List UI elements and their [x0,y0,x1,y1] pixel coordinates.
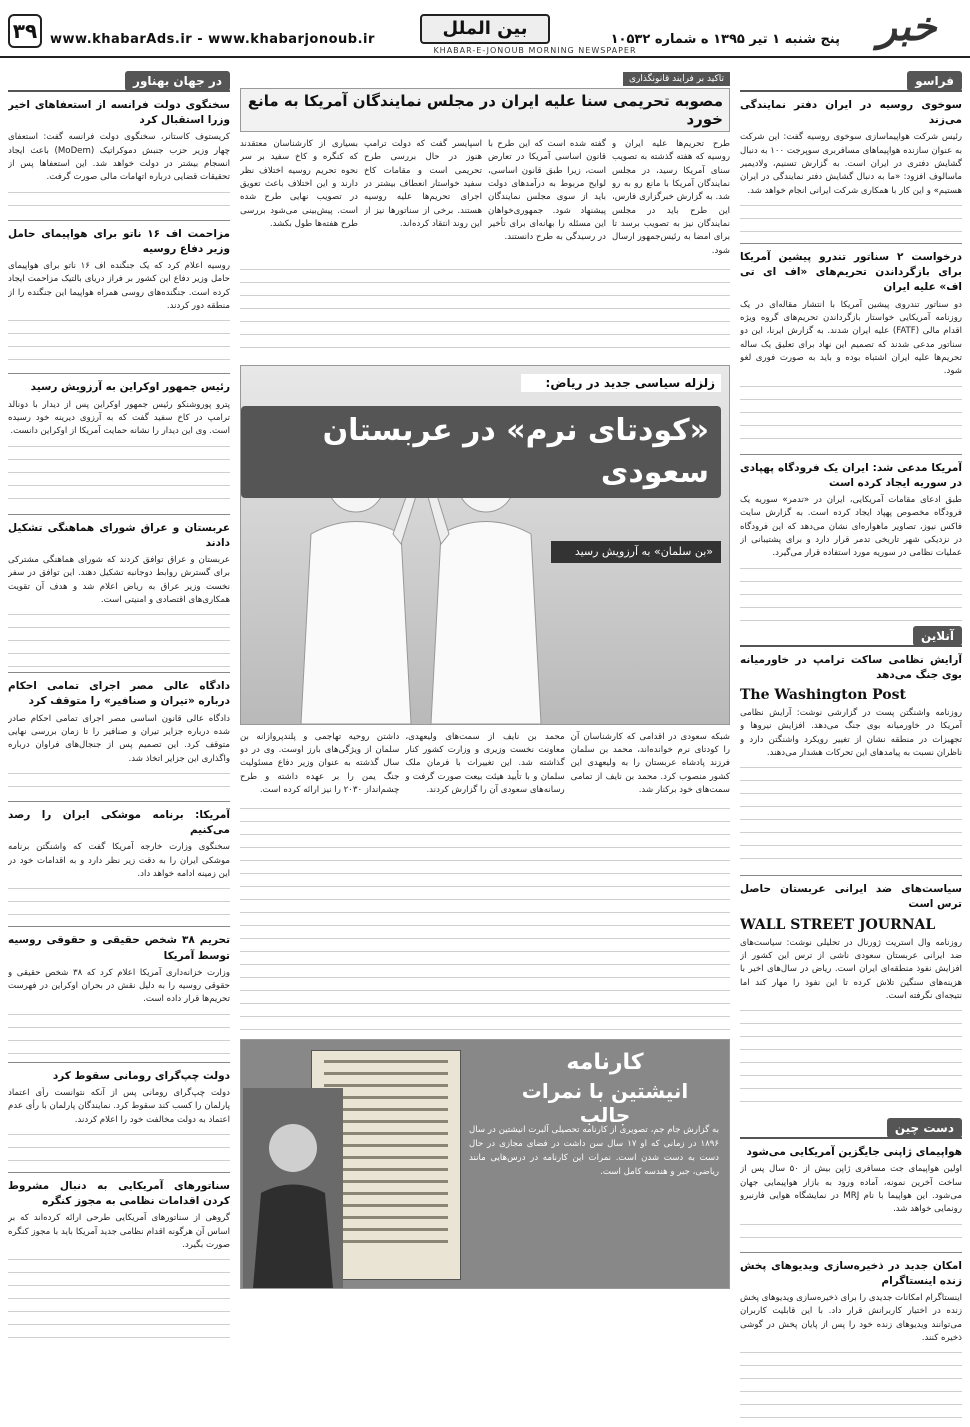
page-number: ۳۹ [8,14,42,48]
article-title: آرایش نظامی ساکت ترامپ در خاورمیانه بوی جنگ می‌دهد [740,653,962,681]
divider [8,220,230,221]
article-text: رئیس شرکت هواپیماسازی سوخوی روسیه گفت: این شرکت به عنوان سازنده هواپیماهای مسافربری سوپرجت ۱۰۰ به دنبال گشایش دفتری در ایران است. به گزارش تسنیم، ولادیمیر ماسالوف افزود: «ما به دنبال گشایش دفتر نمایندگی در ایران هستیم» و این کار با همکاری شرکت ایرانی انجام خواهد شد. [740,132,962,196]
divider [8,514,230,515]
article-text: اولین هواپیمای جت مسافری ژاپن بیش از ۵۰ سال پس از ساخت آخرین نمونه، آماده ورود به بازار هواپیمایی جهان می‌شود. این هواپیما با نام MRJ در نمایشگاه هوایی فارنبرو رونمایی خواهد شد. [740,1164,962,1215]
divider [740,1252,962,1253]
article-title: امکان جدید در ذخیره‌سازی ویدیوهای پخش زنده اینستاگرام [740,1259,962,1287]
photo-caption: «بن سلمان» به آرزویش رسید [551,541,721,564]
article-title: آمریکا: برنامه موشکی ایران را رصد می‌کنیم [8,808,230,837]
text-lines [740,1345,962,1421]
article-text: اینستاگرام امکانات جدیدی را برای ذخیره‌سازی ویدیوهای پخش زنده در اختیار کاربرانش قرار داد. با این قابلیت کاربران می‌توانند ویدیوهای زنده خود را پس از پایان پخش در گوشی ذخیره کنند. [740,1293,962,1344]
right-column [740,66,962,1421]
text-lines [8,1127,230,1167]
article-text: گروهی از سناتورهای آمریکایی طرحی ارائه کرده‌اند که بر اساس آن هرگونه اقدام نظامی جدید آمریکا باید با مجوز کنگره صورت بگیرد. [8,1213,230,1250]
date-line: پنج شنبه ۱ تیر ۱۳۹۵ ه شماره ۱۰۵۳۲ [610,32,840,47]
text-lines [8,766,230,796]
article-text: وزارت خزانه‌داری آمریکا اعلام کرد که ۳۸ شخص حقیقی و حقوقی روسیه را به دلیل نقش در بحران اوکراین در فهرست تحریم‌ها قرار داده است. [8,967,230,1005]
photo-kicker: زلزله سیاسی جدید در ریاض: [521,374,721,392]
article-title: درخواست ۲ سناتور تندرو پیشین آمریکا برای بازگرداندن تحریم‌های «اف ای تی اف» علیه ایران [740,251,962,294]
divider [8,373,230,374]
article-text: روزنامه واشنگتن پست در گزارشی نوشت: آرایش نظامی آمریکا در خاورمیانه بوی جنگ می‌دهد. افزایش نیروها و تجهیزات در منطقه نشان از تغییر رویکرد واشنگتن دارد و ناظران نسبت به پیامدهای این تحرکات هشدار می‌دهند. [740,707,962,758]
newspaper-logo: خبر [877,3,937,50]
article-text: طرح تحریم‌ها علیه ایران و روسیه که هفته گذشته به تصویب سنای آمریکا رسید، در مجلس نمایندگان آمریکا با مانع رو به رو شد. به گزارش خبرگزاری فارس، این طرح باید در مجلس نمایندگان نیز به تصویب برسد تا برای امضا به رئیس‌جمهور ارسال شود. [612,139,730,256]
site-urls[interactable]: www.khabarAds.ir - www.khabarjonoub.ir [50,32,375,47]
text-lines [8,185,230,215]
text-lines [8,313,230,368]
article-title: تحریم ۳۸ شخص حقیقی و حقوقی روسیه توسط آمریکا [8,934,230,962]
left-column [8,66,230,1421]
article-text: محمد بن نایف از سمت‌های ولیعهدی، معاونت نخست وزیری و وزارت کشور کنار گذاشته شد. این تغییرات با فرمان ملک سلمان و با تأیید هیئت بیعت صورت گرفت و رسانه‌های سعودی آن را گزارش کردند. [405,731,565,796]
article-text: شبکه سعودی در اقدامی که کارشناسان آن را کودتای نرم خوانده‌اند، محمد بن سلمان فرزند پادشاه عربستان را به ولیعهدی این کشور منصوب کرد. محمد بن نایف از تمامی سمت‌های خود برکنار شد. [570,731,730,796]
text-lines [740,561,962,621]
text-lines [740,198,962,238]
text-lines [8,1252,230,1342]
divider [740,243,962,244]
article-title: دولت چپ‌گرای رومانی سقوط کرد [52,1069,230,1082]
text-lines [740,1003,962,1113]
article-text: دو سناتور تندروی پیشین آمریکا با انتشار مقاله‌ای در یک روزنامه آمریکایی خواستار بازگرداندن تحریم‌های گروه ویژه اقدام مالی (FATF) علیه ایران شدند. به گزارش ایرنا، این دو سناتور مدعی شدند که تصمیم این نهاد برای تعلیق یک ساله تحریم‌ها علیه ایران اشتباه بوده و باید به صورت فوری لغو شود. [740,299,962,377]
section-band: فراسو [740,70,962,92]
text-lines [740,379,962,449]
article-text: عربستان و عراق توافق کردند که شورای هماهنگی مشترکی برای گسترش روابط دوجانبه تشکیل دهند. این توافق در سفر نخست وزیر عراق به ریاض اعلام شد و هدف آن تقویت همکاری‌های اقتصادی و امنیتی است. [8,554,230,605]
headline-tag: تاکید بر فرایند قانونگذاری [623,72,730,86]
article-text: گفته شده است که این طرح با قانون اساسی آمریکا در تعارض است، زیرا طبق قانون اساسی، لوایح مربوط به درآمدهای دولت باید از سوی مجلس نمایندگان پیشنهاد شود. جمهوری‌خواهان این مسئله را بهانه‌ای برای تأخیر در رسیدگی به طرح دانستند. [488,139,606,243]
text-lines [240,262,730,357]
article-text: سخنگوی وزارت خارجه آمریکا گفت که واشنگتن برنامه موشکی ایران را به دقت زیر نظر دارد و به اقدامات خود در این زمینه ادامه خواهد داد. [8,842,230,879]
washington-post-logo: The Washington Post [740,686,906,703]
article-title: سیاست‌های ضد ایرانی عربستان حاصل ترس است [740,883,962,911]
article-title: دادگاه عالی مصر اجرای تمامی احکام درباره «تیران و صنافیر» را متوقف کرد [8,680,230,708]
main-headline: مصوبه تحریمی سنا علیه ایران در مجلس نمایندگان آمریکا به مانع خورد [240,88,730,132]
section-band: دست چین [740,1117,962,1139]
article-text: پترو پوروشنکو رئیس جمهور اوکراین پس از دیدار با دونالد ترامپ در کاخ سفید گفت که به آرزوی دیرینه خود رسیده است. وی این دیدار را نشانه حمایت آمریکا از اوکراین دانست. [8,399,230,437]
text-lines [8,439,230,509]
article-text: اسپایسر گفت که دولت ترامپ هنوز در حال بررسی طرح تحریمی است و مقامات کاخ سفید خواستار انعطاف بیشتر در اجرای تحریم‌ها علیه روسیه هستند. برخی از سناتورها نیز از این روند انتقاد کرده‌اند. [364,139,482,229]
text-lines [240,801,730,1031]
center-column [240,66,730,1421]
article-title: سوخوی روسیه در ایران دفتر نمایندگی می‌زند [740,99,962,127]
einstein-text: به گزارش جام جم، تصویری از کارنامه تحصیلی آلبرت انیشتین در سال ۱۸۹۶ در زمانی که او ۱۷ سال سن داشت در فضای مجازی در حال دست به دست شدن است. نمرات این کارنامه در درس‌هایی مانند ریاضی، جبر و هندسه کامل است. [469,1125,719,1177]
article-title: عربستان و عراق شورای هماهنگی تشکیل دادند [8,521,230,549]
article-title: آمریکا مدعی شد: ایران یک فرودگاه پهپادی در سوریه ایجاد کرده است [740,461,962,489]
article-columns [240,731,730,798]
divider [8,672,230,673]
text-lines [8,881,230,921]
article-text: دادگاه عالی قانون اساسی مصر اجرای تمامی احکام صادر شده درباره جزایر تیران و صنافیر را تا زمان بررسی نهایی متوقف کرد. این تصمیم پس از جنجال‌های فراوان درباره واگذاری این جزایر اتخاذ شد. [8,713,230,764]
article-text: طبق ادعای مقامات آمریکایی، ایران در «تدمر» سوریه یک فرودگاه مخصوص پهپاد ایجاد کرده است. به گزارش سایت فاکس نیوز، تصاویر ماهواره‌ای نشان می‌دهد که این فرودگاه در نزدیکی شهر تاریخی تدمر قرار دارد و برای پشتیبانی از عملیات نظامی در سوریه مورد استفاده قرار می‌گیرد. [740,494,962,559]
wall-street-journal-logo: WALL STREET JOURNAL [740,916,936,933]
einstein-title-line-2: انیشتین با نمرات جالب [521,1079,689,1128]
text-lines [740,760,962,870]
article-text: بسیاری از کارشناسان معتقدند که کنگره و کاخ سفید بر سر نحوه تحریم روسیه اختلاف نظر دارند و این اختلاف باعث تعویق در تصویب نهایی طرح شده است. پیش‌بینی می‌شود بررسی طرح هفته‌ها طول بکشد. [240,139,358,229]
saudi-photo-feature [240,365,730,725]
einstein-title [495,1050,715,1127]
text-lines [8,607,230,667]
masthead [0,0,970,58]
article-text: روسیه اعلام کرد که یک جنگنده اف ۱۶ ناتو برای هواپیمای حامل وزیر دفاع این کشور بر فراز دریای بالتیک مزاحمت ایجاد کرده است. جنگنده‌های روسی همراه هواپیما این جنگنده را از منطقه دور کردند. [8,261,230,312]
photo-title: «کودتای نرم» در عربستان سعودی [241,406,721,498]
article-title: رئیس جمهور اوکراین به آرزویش رسید [30,381,230,394]
section-band: آنلاین [740,625,962,647]
article-text: کریستوف کاستانر، سخنگوی دولت فرانسه گفت: استعفای چهار وزیر حزب جنبش دموکراتیک (MoDem) باعث ایجاد انسجام بیشتر در دولت خواهد شد. این استعفاها پس از تحقیقات قضایی درباره اتهامات مالی صورت گرفت. [8,132,230,183]
divider [8,1062,230,1063]
section-title: بین الملل [420,14,550,44]
divider [8,801,230,802]
article-title: هواپیمای ژاپنی جایگزین آمریکایی می‌شود [746,1146,962,1159]
article-text: داشتن روحیه تهاجمی و پلندپروازانه بن سلمان از ویژگی‌های بارز اوست. وی در دو سال گذشته به عنوان وزیر دفاع مسئولیت جنگ یمن را بر عهده داشته و طرح چشم‌انداز ۲۰۳۰ را نیز ارائه کرده است. [240,731,400,796]
article-title: مزاحمت اف ۱۶ ناتو برای هواپیمای حامل وزیر دفاع روسیه [8,227,230,255]
section-band: در جهان بهناور [8,70,230,92]
divider [740,454,962,455]
article-title: سناتورهای آمریکایی به دنبال مشروط کردن اقدامات نظامی به مجوز کنگره [8,1179,230,1208]
article-columns [240,138,730,258]
article-text: دولت چپ‌گرای رومانی پس از آنکه نتوانست رأی اعتماد پارلمان را کسب کند سقوط کرد. نمایندگان پارلمان با رأی عدم اعتماد به دولت مخالفت خود را اعلام کردند. [8,1087,230,1125]
article-text: روزنامه وال استریت ژورنال در تحلیلی نوشت: سیاست‌های ضد ایرانی عربستان سعودی ناشی از ترس این کشور از افزایش نفوذ منطقه‌ای ایران است. ریاض در سال‌های اخیر با هزینه‌های سنگین تلاش کرده تا این نفوذ را مهار کند اما نتیجه‌ای نگرفته است. [740,937,962,1001]
text-lines [8,1007,230,1057]
masthead-subhead: KHABAR-E-JONOUB MORNING NEWSPAPER [433,46,637,55]
divider [740,875,962,876]
text-lines [740,1217,962,1247]
student-portrait-icon [243,1088,343,1288]
article-title: سخنگوی دولت فرانسه از استعفاهای اخیر وزرا استقبال کرد [8,99,230,127]
einstein-title-line-1: کارنامه [566,1050,644,1076]
einstein-feature [240,1039,730,1289]
divider [8,1172,230,1173]
divider [8,926,230,927]
